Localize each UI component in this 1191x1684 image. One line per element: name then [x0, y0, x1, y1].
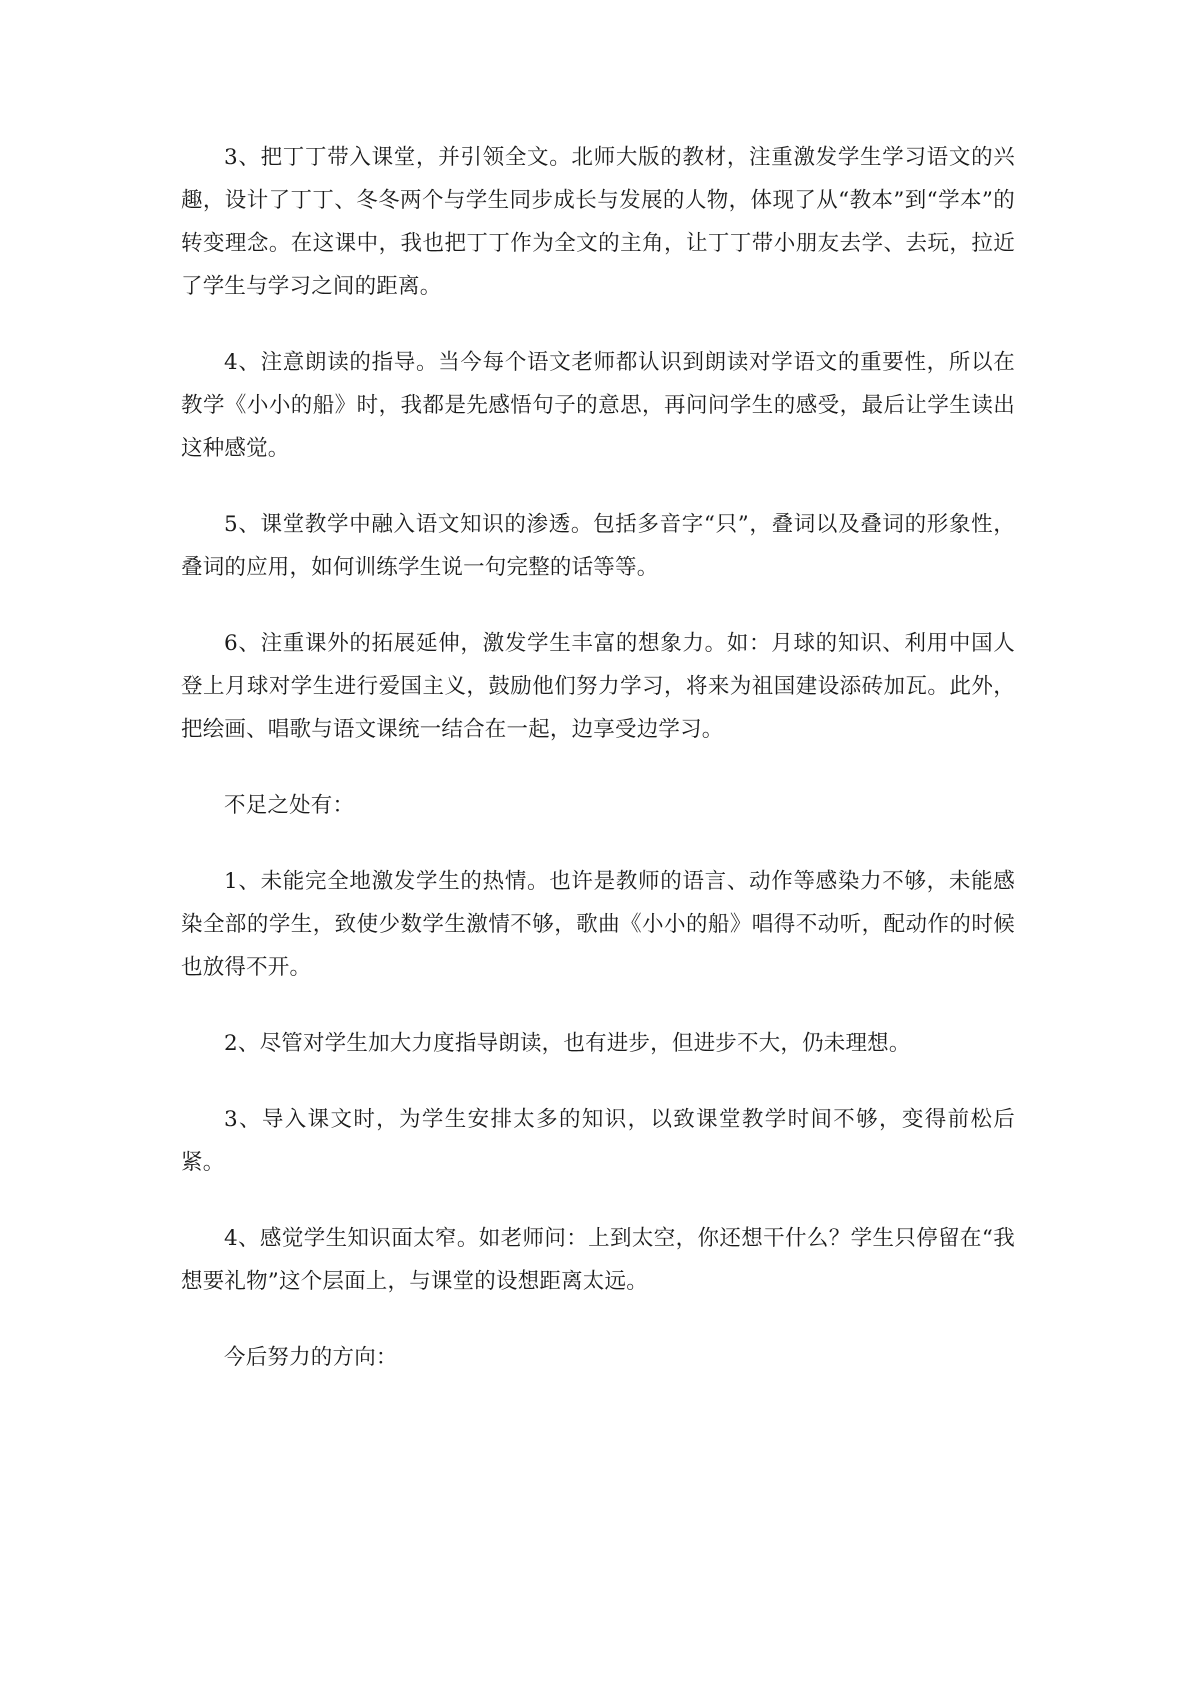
document-body — [181, 136, 1015, 1412]
section-heading-future-direction: 今后努力的方向： — [224, 1345, 398, 1370]
paragraph-strength-5: 5、课堂教学中融入语文知识的渗透。包括多音字“只”，叠词以及叠词的形象性，叠词的应用，如何训练学生说一句完整的话等等。 — [181, 512, 1015, 580]
paragraph-strength-6: 6、注重课外的拓展延伸，激发学生丰富的想象力。如：月球的知识、利用中国人登上月球对学生进行爱国主义，鼓励他们努力学习，将来为祖国建设添砖加瓦。此外，把绘画、唱歌与语文课统一结合在一起，边享受边学习。 — [181, 631, 1015, 742]
paragraph-shortcoming-2: 2、尽管对学生加大力度指导朗读，也有进步，但进步不大，仍未理想。 — [224, 1031, 911, 1056]
paragraph-strength-4: 4、注意朗读的指导。当今每个语文老师都认识到朗读对学语文的重要性，所以在教学《小小的船》时，我都是先感悟句子的意思，再问问学生的感受，最后让学生读出这种感觉。 — [181, 350, 1015, 461]
paragraph-strength-3: 3、把丁丁带入课堂，并引领全文。北师大版的教材，注重激发学生学习语文的兴趣，设计了丁丁、冬冬两个与学生同步成长与发展的人物，体现了从“教本”到“学本”的转变理念。在这课中，我也把丁丁作为全文的主角，让丁丁带小朋友去学、去玩，拉近了学生与学习之间的距离。 — [181, 145, 1015, 299]
paragraph-shortcoming-3: 3、导入课文时，为学生安排太多的知识，以致课堂教学时间不够，变得前松后紧。 — [181, 1107, 1015, 1175]
paragraph-shortcoming-1: 1、未能完全地激发学生的热情。也许是教师的语言、动作等感染力不够，未能感染全部的学生，致使少数学生激情不够，歌曲《小小的船》唱得不动听，配动作的时候也放得不开。 — [181, 869, 1015, 980]
paragraph-shortcoming-4: 4、感觉学生知识面太窄。如老师问：上到太空，你还想干什么？学生只停留在“我想要礼物”这个层面上，与课堂的设想距离太远。 — [181, 1226, 1015, 1294]
section-heading-shortcomings: 不足之处有： — [224, 793, 355, 818]
